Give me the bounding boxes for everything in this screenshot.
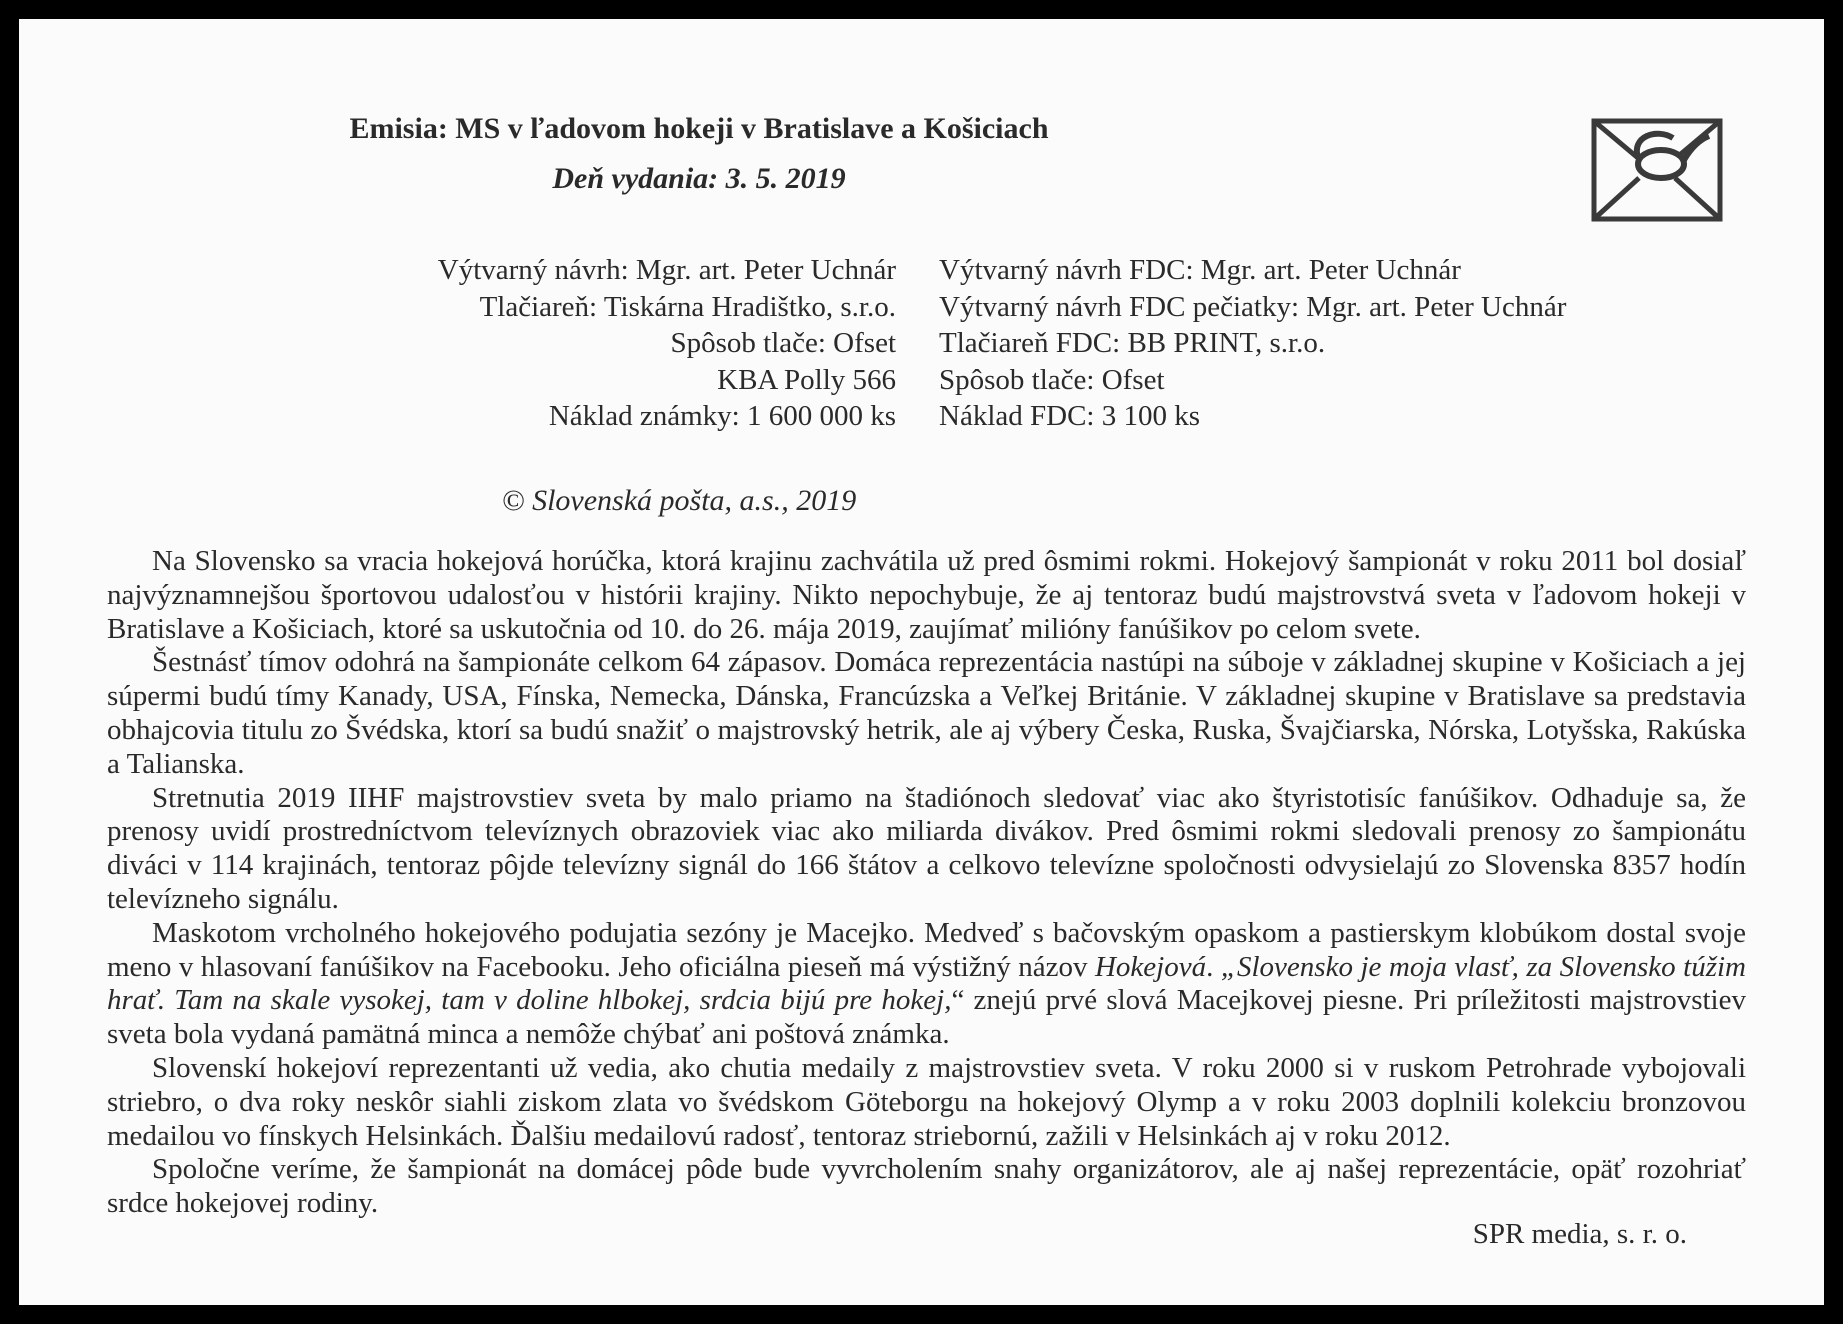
page-title: Emisia: MS v ľadovom hokeji v Bratislave a Košiciach [349,112,1049,145]
signature: SPR media, s. r. o. [1472,1218,1687,1250]
paragraph: Slovenskí hokejoví reprezentanti už vedia, ako chutia medaily z majstrovstiev sveta. V roku 2000 si v ruskom Petrohrade vybojovali striebro, o dva roky neskôr siahli ziskom zlata vo švédskom Göteborgu na hokejový Olymp a v roku 2003 doplnili kolekciu bronzovou medailou vo fínskych Helsinkách. Ďalšiu medailovú radosť, tentoraz striebornú, zažili v Helsinkách aj v roku 2012. [107,1051,1746,1152]
credit-line: Tlačiareň: Tiskárna Hradištko, s.r.o. [479,290,896,323]
song-quote: „Slovensko je moja vlasť, za Slovensko túžim hrať. Tam na skale vysokej, tam v doline hlbokej, srdcia bijú pre hokej, [107,950,1746,1017]
credit-line: Tlačiareň FDC: BB PRINT, s.r.o. [939,327,1326,359]
credit-line: Náklad známky: 1 600 000 ks [548,400,896,432]
slovak-post-logo-icon [1591,118,1723,222]
info-card [19,19,1824,1305]
credit-line: Výtvarný návrh FDC: Mgr. art. Peter Uchnár [939,254,1461,286]
credit-line: Spôsob tlače: Ofset [670,327,896,359]
song-title: Hokejová [1094,950,1207,983]
credit-line: Náklad FDC: 3 100 ks [939,400,1200,432]
paragraph [107,917,1746,1052]
paragraph: Stretnutia 2019 IIHF majstrovstiev sveta by malo priamo na štadiónoch sledovať viac ako štyristotisíc fanúšikov. Odhaduje sa, že prenosy uvidí prostredníctvom televíznych obrazoviek viac ako miliarda divákov. Pred ôsmimi rokmi sledovali prenosy zo šampionátu diváci v 114 krajinách, tentoraz pôjde televízny signál do 166 štátov a celkovo televízne spoločnosti odvysielajú zo Slovenska 8357 hodín televízneho signálu. [107,781,1746,915]
credit-line: Výtvarný návrh: Mgr. art. Peter Uchnár [437,254,896,286]
paragraph-text: . [1206,950,1221,983]
paragraph: Šestnásť tímov odohrá na šampionáte celkom 64 zápasov. Domáca reprezentácia nastúpi na súboje v základnej skupine v Košiciach a jej súpermi budú tímy Kanady, USA, Fínska, Nemecka, Dánska, Francúzska a Veľkej Británie. V základnej skupine v Bratislave sa predstavia obhajcovia titulu zo Švédska, ktorí sa budú snažiť o majstrovský hetrik, ale aj výbery Česka, Ruska, Švajčiarska, Nórska, Lotyšska, Rakúska a Talianska. [107,646,1746,780]
issue-date: Deň vydania: 3. 5. 2019 [552,162,846,195]
credit-line: Výtvarný návrh FDC pečiatky: Mgr. art. Peter Uchnár [939,290,1567,323]
credit-line: Spôsob tlače: Ofset [939,363,1165,396]
credit-line: KBA Polly 566 [717,363,896,396]
paragraph-text: Maskotom vrcholného hokejového podujatia sezóny je Macejko. Medveď s bačovským opaskom a pastierskym klobúkom dostal svoje meno v hlasovaní fanúšikov na Facebooku. Jeho oficiálna pieseň má výstižný názov [107,916,1746,983]
paragraph-text: “ znejú prvé slová Macejkovej piesne. Pri príležitosti majstrovstiev sveta bola vydaná pamätná minca a nemôže chýbať ani poštová známka. [107,984,1746,1051]
paragraph: Spoločne veríme, že šampionát na domácej pôde bude vyvrcholením snahy organizátorov, ale aj našej reprezentácie, opäť rozohriať srdce hokejovej rodiny. [107,1153,1746,1220]
copyright-notice: © Slovenská pošta, a.s., 2019 [501,484,857,517]
article-body [107,545,1746,1221]
paragraph: Na Slovensko sa vracia hokejová horúčka, ktorá krajinu zachvátila už pred ôsmimi rokmi. Hokejový šampionát v roku 2011 bol dosiaľ najvýznamnejšou športovou udalosťou v histórii krajiny. Nikto nepochybuje, že aj tentoraz budú majstrovstvá sveta v ľadovom hokeji v Bratislave a Košiciach, ktoré sa uskutočnia od 10. do 26. mája 2019, zaujímať milióny fanúšikov po celom svete. [107,545,1746,645]
stamp-credits [19,252,896,435]
fdc-credits [939,252,1819,435]
